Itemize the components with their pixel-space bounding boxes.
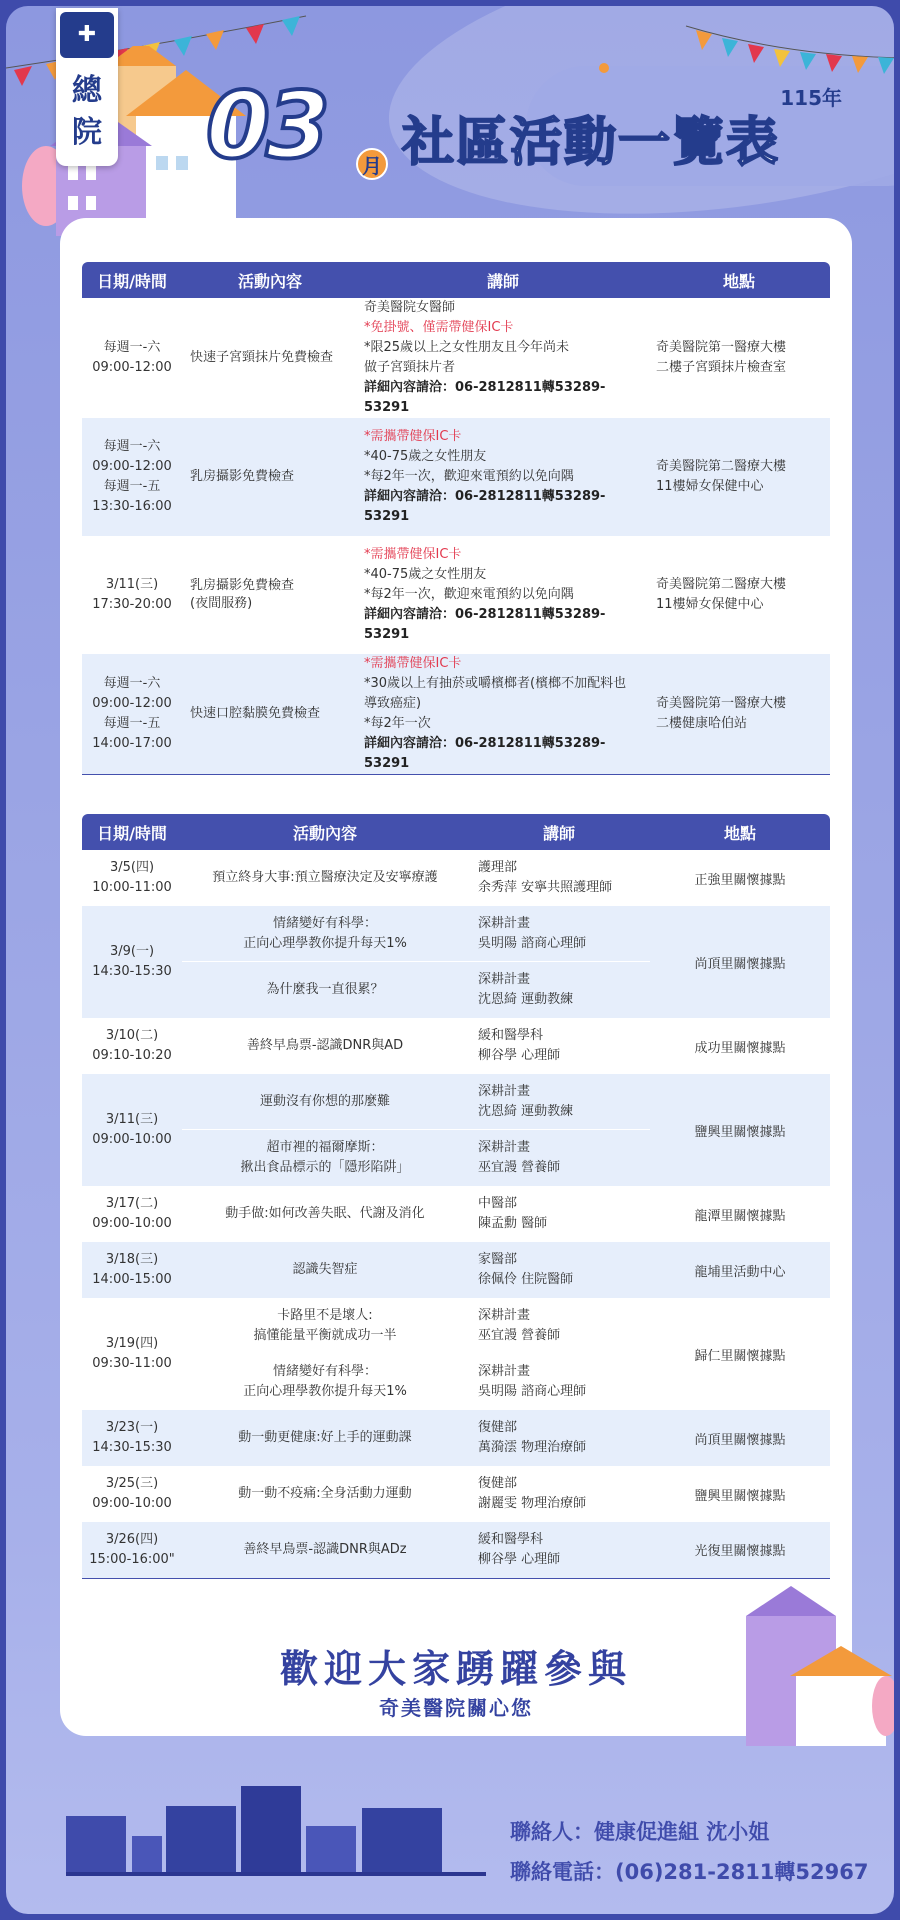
speaker-cell [468,1466,650,1522]
activity-line: 乳房攝影免費檢查 [190,578,295,593]
speaker-line: *需攜帶健保IC卡 [364,429,462,444]
date-cell [82,418,182,536]
speaker-line: 深耕計畫 [478,972,531,987]
activity-block [182,1130,468,1186]
speaker-line: 吳明陽 諮商心理師 [478,935,587,951]
location-cell: 歸仁里關懷據點 [694,1348,786,1364]
speaker-block [478,858,650,898]
speaker-line: 萬漪澐 物理治療師 [478,1440,587,1455]
activity-line: 情緒變好有科學： [272,915,377,931]
date-line: 09:00-12:00 [92,360,172,375]
activity-cell [182,536,358,654]
speaker-line: 深耕計畫 [478,1140,531,1155]
location-line: 二樓子宮頸抹片檢查室 [656,360,787,375]
activity-cell [182,1186,468,1242]
date-cell [82,536,182,654]
table-row [82,850,830,906]
column-header: 活動內容 [182,262,358,298]
speaker-line: 做子宮頸抹片者 [364,360,456,375]
activity-cell [182,1410,468,1466]
column-header: 日期/時間 [82,262,182,298]
activity-line: 快速口腔黏膜免費檢查 [190,706,321,721]
speaker-line: 巫宜謾 營養師 [478,1160,561,1175]
speaker-cell [358,536,648,654]
date-line: 09:00-10:00 [92,1216,172,1231]
column-header: 活動內容 [182,814,468,850]
houses-illustration [736,1586,894,1746]
location-cell: 成功里關懷據點 [694,1040,786,1056]
table-row [82,298,830,418]
activity-line: 動一動不疫痛:全身活動力運動 [238,1486,412,1501]
activity-block [182,1428,468,1448]
speaker-block [478,1530,650,1570]
speaker-line: 緩和醫學科 [478,1028,544,1043]
speaker-line: 深耕計畫 [478,1364,531,1379]
speaker-cell [358,418,648,536]
activity-cell [182,1298,468,1410]
speaker-line: 陳孟勳 醫師 [478,1216,548,1231]
activity-cell [182,1522,468,1578]
date-line: 3/18(三) [105,1252,159,1267]
activity-line: 快速子宮頸抹片免費檢查 [190,350,334,365]
date-line: 14:30-15:30 [92,1440,172,1455]
location-cell: 龍埔里活動中心 [650,1242,830,1298]
speaker-cell [468,1522,650,1578]
speaker-line: *30歲以上有抽菸或嚼檳榔者(檳榔不加配料也 [364,676,627,691]
emblem-icon: ✚ [60,12,114,58]
location-cell [648,654,830,775]
date-line: 3/11(三) [105,1112,159,1127]
speaker-block [468,1298,650,1354]
column-header: 地點 [650,814,830,850]
date-cell [82,1186,182,1242]
column-header: 講師 [358,262,648,298]
speaker-line: 深耕計畫 [478,1307,531,1323]
speaker-line: 深耕計畫 [478,915,531,931]
speaker-cell [468,906,650,1018]
activity-line: 乳房攝影免費檢查 [190,469,295,484]
contact-phone: 聯絡電話：(06)281-2811轉52967 [510,1860,869,1884]
date-line: 09:00-10:00 [92,1132,172,1147]
date-line: 14:00-15:00 [92,1272,172,1287]
speaker-line: 復健部 [478,1476,518,1491]
date-line: 每週一-六 [103,676,161,691]
speaker-block [478,1250,650,1290]
community-activity-table [82,814,830,1579]
speaker-line: 詳細內容請洽：06-2812811轉53289-53291 [364,489,606,524]
location-line: 11樓婦女保健中心 [656,479,764,494]
table-row [82,1466,830,1522]
date-line: 每週一-六 [103,439,161,454]
date-line: 09:10-10:20 [92,1048,172,1063]
speaker-cell [468,1018,650,1074]
speaker-cell [358,298,648,418]
location-cell [648,418,830,536]
location-line: 奇美醫院第一醫療大樓 [656,340,787,355]
screening-table [82,262,830,775]
activity-line: 動手做:如何改善失眠、代謝及消化 [225,1206,425,1221]
speaker-line: 吳明陽 諮商心理師 [478,1384,587,1399]
date-line: 09:30-11:00 [92,1356,172,1371]
speaker-line: 柳谷學 心理師 [478,1551,561,1567]
schedule-card [60,218,852,1736]
speaker-line: 緩和醫學科 [478,1531,544,1547]
page-title: 社區活動一覽表 [402,113,781,173]
activity-cell [182,1242,468,1298]
activity-cell [182,1466,468,1522]
date-cell [82,1298,182,1410]
location-line: 二樓健康哈伯站 [656,716,748,731]
location-cell: 尚頂里關懷據點 [650,1410,830,1466]
date-cell [82,1466,182,1522]
location-line: 奇美醫院第二醫療大樓 [656,577,787,592]
activity-cell [182,418,358,536]
activity-line: 認識失智症 [292,1262,358,1277]
speaker-line: *每2年一次 [364,716,431,731]
activity-line: 卡路里不是壞人: [277,1307,373,1323]
activity-block [182,1074,468,1130]
date-line: 每週一-五 [103,479,161,494]
speaker-line: 柳谷學 心理師 [478,1048,561,1063]
table-row [82,1410,830,1466]
column-header: 日期/時間 [82,814,182,850]
date-line: 3/9(一) [109,944,155,959]
table-row [82,536,830,654]
speaker-cell [468,850,650,906]
speaker-block [468,1074,650,1130]
date-cell [82,1522,182,1578]
date-cell [82,1018,182,1074]
poster-background [6,6,894,1914]
speaker-cell [468,1298,650,1410]
activity-line: 正向心理學教你提升每天1% [243,1384,407,1399]
speaker-line: *需攜帶健保IC卡 [364,547,462,562]
speaker-block [478,1026,650,1066]
month-unit: 月 [356,148,388,180]
speaker-cell [358,654,648,775]
speaker-line: 復健部 [478,1420,518,1435]
speaker-cell [468,1186,650,1242]
year-label: 115年 [780,86,842,110]
speaker-line: 中醫部 [478,1196,518,1211]
date-line: 13:30-16:00 [92,499,172,514]
welcome-banner: 歡迎大家踴躍參與 [279,1647,632,1691]
speaker-line: 沈恩綺 運動教練 [478,1103,574,1119]
activity-line: 運動沒有你想的那麼難 [259,1093,390,1109]
table-row [82,418,830,536]
date-line: 3/26(四) [105,1531,159,1547]
speaker-line: 詳細內容請洽：06-2812811轉53289-53291 [364,380,606,415]
speaker-block [468,1130,650,1186]
date-cell [82,1242,182,1298]
speaker-cell [468,1074,650,1186]
activity-block [182,1036,468,1056]
speaker-line: 詳細內容請洽：06-2812811轉53289-53291 [364,607,606,642]
location-cell [648,298,830,418]
activity-block [182,1204,468,1224]
speaker-line: *每2年一次，歡迎來電預約以免向隅 [364,587,574,602]
speaker-line: 導致癌症) [364,696,422,711]
speaker-line: 沈恩綺 運動教練 [478,992,574,1007]
contact-person: 聯絡人：健康促進組 沈小姐 [510,1820,770,1844]
date-line: 15:00-16:00" [89,1551,175,1567]
activity-cell [182,850,468,906]
location-line: 奇美醫院第一醫療大樓 [656,696,787,711]
location-cell: 龍潭里關懷據點 [694,1208,786,1224]
date-line: 3/25(三) [105,1476,159,1491]
activity-block [182,962,468,1018]
activity-cell [182,1074,468,1186]
activity-line: 正向心理學教你提升每天1% [243,935,407,951]
speaker-line: 詳細內容請洽：06-2812811轉53289-53291 [364,736,606,771]
date-line: 每週一-六 [103,340,161,355]
date-line: 09:00-12:00 [92,459,172,474]
date-line: 3/23(一) [105,1420,159,1435]
welcome-subtitle: 奇美醫院關心您 [379,1696,533,1720]
activity-cell [182,1018,468,1074]
date-cell [82,298,182,418]
activity-cell [182,906,468,1018]
location-line: 11樓婦女保健中心 [656,597,764,612]
hospital-logo [56,8,118,166]
location-cell [648,536,830,654]
date-line: 3/10(二) [105,1028,159,1043]
speaker-line: *40-75歲之女性朋友 [364,449,487,464]
activity-block [182,1354,468,1410]
activity-block [182,906,468,962]
date-line: 09:00-12:00 [92,696,172,711]
date-cell [82,654,182,775]
activity-line: 超市裡的福爾摩斯： [266,1140,384,1155]
city-skyline-illustration [66,1786,486,1876]
title-block [206,72,866,186]
date-line: 3/19(四) [105,1336,159,1351]
speaker-line: *限25歲以上之女性朋友且今年尚未 [364,340,570,355]
speaker-cell [468,1410,650,1466]
table-row [82,1018,830,1074]
location-cell: 正強里關懷據點 [694,872,786,888]
date-line: 3/17(二) [105,1196,159,1211]
column-header: 講師 [468,814,650,850]
date-line: 14:00-17:00 [92,736,172,751]
speaker-block [468,1354,650,1410]
table-row [82,1186,830,1242]
activity-block [182,868,468,888]
activity-line: 善終早鳥票-認識DNR與AD [246,1038,404,1053]
activity-line: (夜間服務) [190,596,253,611]
activity-block [182,1484,468,1504]
activity-block [182,1540,468,1560]
speaker-line: 家醫部 [478,1252,518,1267]
date-line: 每週一-五 [103,716,161,731]
activity-cell [182,298,358,418]
date-line: 14:30-15:30 [92,964,172,979]
activity-line: 善終早鳥票-認識DNR與ADz [243,1541,407,1557]
table-row [82,1074,830,1186]
table-row [82,1522,830,1578]
column-header: 地點 [648,262,830,298]
date-cell [82,1074,182,1186]
speaker-line: 余秀萍 安寧共照護理師 [478,880,613,895]
month-number: 03 [206,72,327,179]
table-row [82,1298,830,1410]
speaker-line: 巫宜謾 營養師 [478,1327,561,1343]
branch-label: 總院 [72,73,102,150]
date-line: 10:00-11:00 [92,880,172,895]
activity-line: 情緒變好有科學： [272,1364,377,1379]
location-line: 奇美醫院第二醫療大樓 [656,459,787,474]
activity-block [182,1260,468,1280]
speaker-line: *需攜帶健保IC卡 [364,656,462,671]
date-cell [82,1410,182,1466]
speaker-line: *40-75歲之女性朋友 [364,567,487,582]
table-row [82,654,830,775]
speaker-line: 徐佩伶 住院醫師 [478,1272,574,1287]
date-line: 3/5(四) [109,860,155,875]
date-line: 09:00-10:00 [92,1496,172,1511]
location-cell: 鹽興里關懷據點 [650,1074,830,1186]
contact-info [510,1812,868,1892]
location-cell: 光復里關懷據點 [650,1522,830,1578]
speaker-block [478,1474,650,1514]
table-row [82,906,830,1018]
date-cell [82,906,182,1018]
speaker-line: 深耕計畫 [478,1083,531,1099]
speaker-block [478,1418,650,1458]
table-row [82,1242,830,1298]
speaker-line: *每2年一次，歡迎來電預約以免向隅 [364,469,574,484]
activity-line: 揪出食品標示的「隱形陷阱」 [240,1160,410,1175]
date-cell [82,850,182,906]
speaker-line: 謝麗雯 物理治療師 [478,1496,587,1511]
activity-cell [182,654,358,775]
date-line: 17:30-20:00 [92,597,172,612]
speaker-block [468,962,650,1018]
activity-line: 動一動更健康:好上手的運動課 [238,1430,412,1445]
location-cell: 尚頂里關懷據點 [650,906,830,1018]
speaker-line: 護理部 [478,860,518,875]
activity-line: 為什麼我一直很累？ [266,982,384,997]
activity-line: 搞懂能量平衡就成功一半 [253,1327,397,1343]
speaker-line: *免掛號、僅需帶健保IC卡 [364,320,514,335]
speaker-block [468,906,650,962]
speaker-line: 奇美醫院女醫師 [364,300,456,315]
activity-block [182,1298,468,1354]
speaker-cell [468,1242,650,1298]
date-line: 3/11(三) [105,577,159,592]
activity-line: 預立終身大事:預立醫療決定及安寧療護 [212,870,438,885]
speaker-block [478,1194,650,1234]
location-cell: 鹽興里關懷據點 [694,1488,786,1504]
